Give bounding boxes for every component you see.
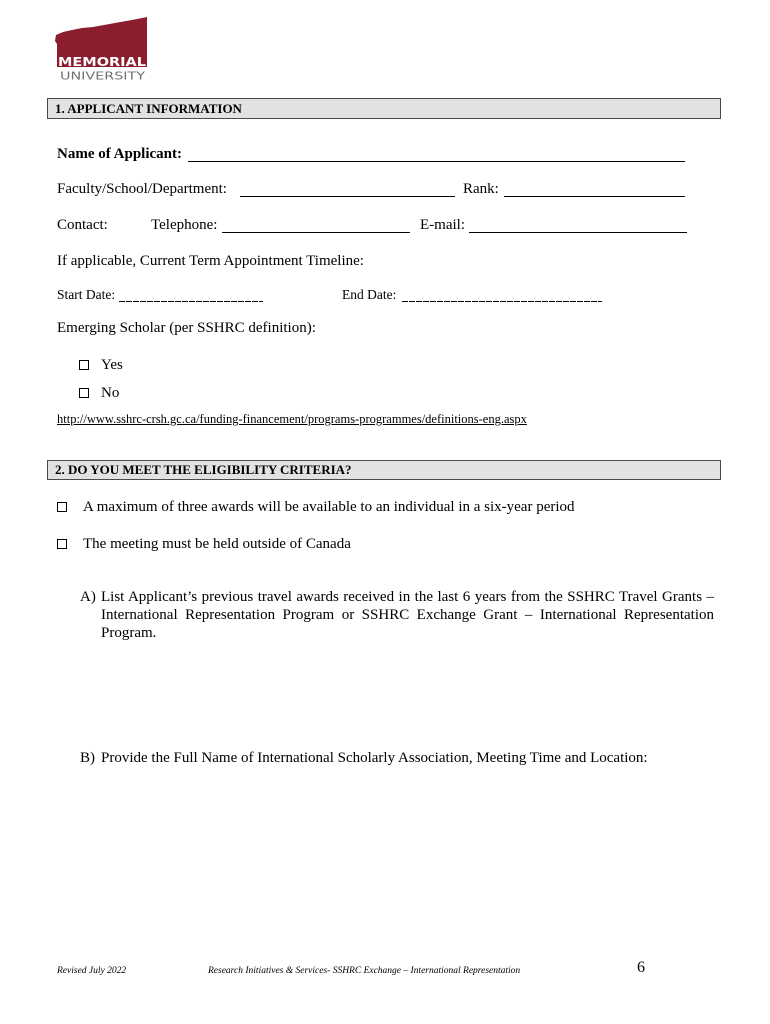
rank-field[interactable] [504, 181, 685, 197]
name-of-applicant-field[interactable] [188, 146, 685, 162]
start-date-label: Start Date: [57, 287, 116, 302]
end-date-label: End Date: [342, 287, 397, 302]
contact-label: Contact: [57, 217, 108, 233]
faculty-label: Faculty/School/Department: [57, 181, 227, 197]
page-number: 6 [637, 959, 645, 976]
memorial-university-logo [0, 0, 160, 90]
footer-revised-date: Revised July 2022 [57, 966, 127, 976]
logo-word-memorial: MEMORIAL [58, 55, 147, 69]
rank-label: Rank: [463, 181, 499, 197]
start-date-field[interactable] [119, 287, 263, 302]
question-b-text: Provide the Full Name of International Scholarly Association, Meeting Time and Location: [101, 750, 648, 766]
email-label: E-mail: [420, 217, 465, 233]
criterion-outside-canada-text: The meeting must be held outside of Canada [83, 536, 351, 552]
section-2-title: 2. DO YOU MEET THE ELIGIBILITY CRITERIA? [55, 462, 352, 477]
question-a-marker: A) [80, 589, 96, 605]
telephone-label: Telephone: [151, 217, 218, 233]
question-b-marker: B) [80, 750, 95, 766]
emerging-scholar-no-checkbox[interactable] [79, 388, 89, 398]
section-1-header [47, 98, 721, 119]
name-of-applicant-label: Name of Applicant: [57, 146, 182, 162]
sshrc-definitions-link[interactable]: http://www.sshrc-crsh.gc.ca/funding-financement/programs-programmes/definitions-eng.aspx [57, 412, 527, 426]
telephone-field[interactable] [222, 217, 410, 233]
section-1-title: 1. APPLICANT INFORMATION [55, 101, 242, 116]
criterion-max-awards-checkbox[interactable] [57, 502, 67, 512]
emerging-scholar-no-label: No [101, 385, 120, 401]
criterion-max-awards-text: A maximum of three awards will be available to an individual in a six-year period [83, 499, 575, 515]
end-date-field[interactable] [402, 287, 602, 302]
faculty-field[interactable] [240, 181, 455, 197]
question-a-text: List Applicant’s previous travel awards received in the last 6 years from the SSHRC Travel Grants – International Representation Program or SSHRC Exchange Grant – International Representation Program. [101, 589, 714, 641]
term-appointment-timeline-label: If applicable, Current Term Appointment Timeline: [57, 253, 364, 269]
criterion-outside-canada-checkbox[interactable] [57, 539, 67, 549]
emerging-scholar-label: Emerging Scholar (per SSHRC definition): [57, 320, 316, 336]
footer-program-title: Research Initiatives & Services- SSHRC Exchange – International Representation [208, 966, 521, 976]
emerging-scholar-yes-label: Yes [101, 357, 123, 373]
emerging-scholar-yes-checkbox[interactable] [79, 360, 89, 370]
section-2-header [47, 460, 721, 480]
logo-word-university: UNIVERSITY [60, 69, 146, 83]
email-field[interactable] [469, 217, 687, 233]
